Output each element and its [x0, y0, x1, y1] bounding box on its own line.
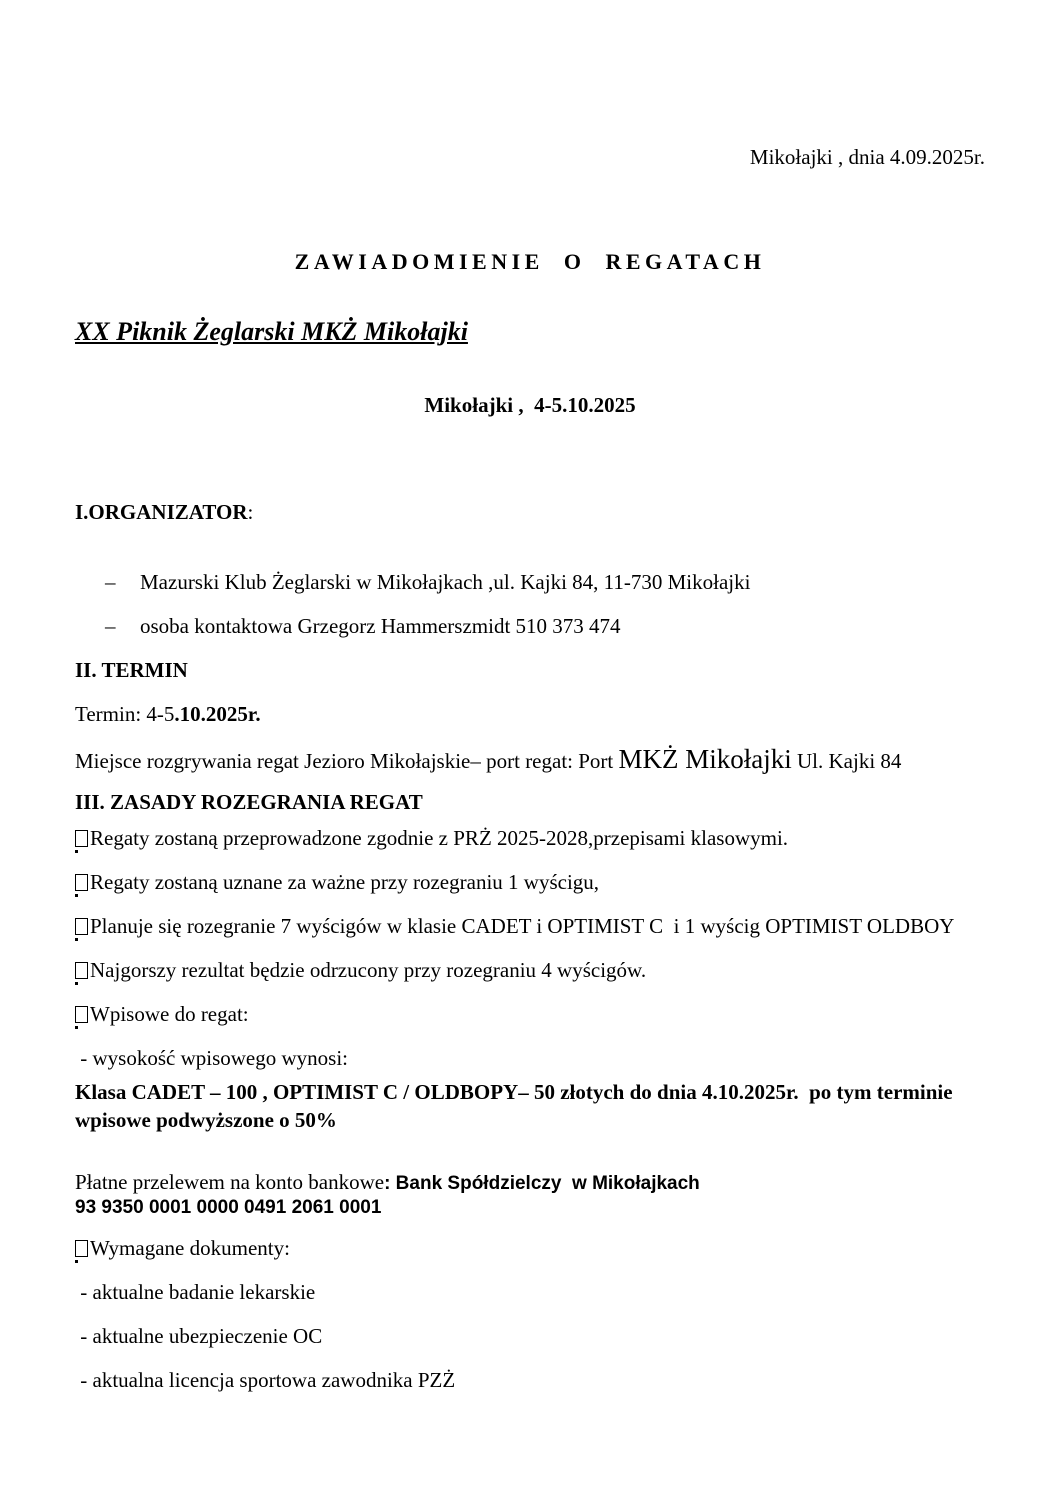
rule-item-text: Regaty zostaną przeprowadzone zgodnie z PRŻ 2025-2028,przepisami klasowymi.: [90, 826, 789, 850]
organizer-item-text: osoba kontaktowa Grzegorz Hammerszmidt 510 373 474: [140, 614, 621, 638]
termin-section-heading: II. TERMIN: [75, 658, 188, 682]
payment-block: [75, 1170, 985, 1220]
rule-item: [75, 912, 985, 940]
venue-text-part1: Miejsce rozgrywania regat Jezioro Mikołajskie– port regat: Port: [75, 749, 619, 773]
rule-item-text: Regaty zostaną uznane za ważne przy rozegraniu 1 wyścigu,: [90, 870, 600, 894]
entry-fee-label: Wpisowe do regat:: [90, 1002, 249, 1026]
termin-regular-text: Termin: 4-5: [75, 702, 175, 726]
document-requirement-item: - aktualne ubezpieczenie OC: [75, 1324, 323, 1348]
missing-glyph-checkbox-icon: [75, 874, 88, 891]
rule-item: [75, 956, 985, 984]
list-item: [75, 568, 985, 596]
missing-glyph-checkbox-icon: [75, 1240, 88, 1257]
payment-colon: :: [384, 1173, 391, 1194]
venue-line: [75, 744, 985, 776]
documents-label: Wymagane dokumenty:: [90, 1236, 290, 1260]
fee-intro-line: - wysokość wpisowego wynosi:: [75, 1046, 348, 1070]
venue-text-part2: Ul. Kajki 84: [791, 749, 902, 773]
organizer-section-heading: [75, 498, 985, 526]
rule-item-text: Planuje się rozegranie 7 wyścigów w klasie CADET i OPTIMIST C i 1 wyścig OPTIMIST OLDBOY: [90, 914, 955, 938]
bank-name: Bank Spółdzielczy w Mikołajkach: [390, 1173, 700, 1194]
missing-glyph-checkbox-icon: [75, 830, 88, 847]
termin-bold-text: .10.2025r.: [174, 702, 261, 726]
documents-label-row: [75, 1234, 985, 1262]
missing-glyph-checkbox-icon: [75, 918, 88, 935]
fee-details-line: Klasa CADET – 100 , OPTIMIST C / OLDBOPY– 50 złotych do dnia 4.10.2025r. po tym terminie wpisowe podwyższone o 50%: [75, 1080, 958, 1132]
rule-item-text: Najgorszy rezultat będzie odrzucony przy rozegraniu 4 wyścigów.: [90, 958, 647, 982]
list-item: [75, 612, 985, 640]
organizer-list: [75, 568, 985, 640]
organizer-heading-colon: :: [247, 500, 254, 524]
organizer-item-text: Mazurski Klub Żeglarski w Mikołajkach ,ul. Kajki 84, 11-730 Mikołajki: [140, 570, 751, 594]
payment-intro-text: Płatne przelewem na konto bankowe: [75, 1170, 385, 1194]
dash-bullet-icon: –: [105, 614, 116, 638]
missing-glyph-checkbox-icon: [75, 1006, 88, 1023]
venue-club-name: MKŻ Mikołajki: [618, 744, 792, 774]
document-requirement-item: - aktualne badanie lekarskie: [75, 1280, 316, 1304]
bank-account-number: 93 9350 0001 0000 0491 2061 0001: [75, 1197, 382, 1218]
termin-line: [75, 700, 985, 728]
payment-line: [75, 1170, 985, 1196]
missing-glyph-checkbox-icon: [75, 962, 88, 979]
document-title: ZAWIADOMIENIE O REGATACH: [294, 249, 766, 274]
date-line: Mikołajki , dnia 4.09.2025r.: [749, 145, 985, 169]
dash-bullet-icon: –: [105, 570, 116, 594]
rule-item: [75, 824, 985, 852]
event-date: Mikołajki , 4-5.10.2025: [424, 393, 636, 417]
organizer-heading-text: I.ORGANIZATOR: [75, 500, 248, 524]
entry-fee-label-row: [75, 1000, 985, 1028]
event-heading: XX Piknik Żeglarski MKŻ Mikołajki: [75, 317, 468, 346]
document-requirement-item: - aktualna licencja sportowa zawodnika PZŻ: [75, 1368, 456, 1392]
rules-section-heading: III. ZASADY ROZEGRANIA REGAT: [75, 790, 423, 814]
rule-item: [75, 868, 985, 896]
